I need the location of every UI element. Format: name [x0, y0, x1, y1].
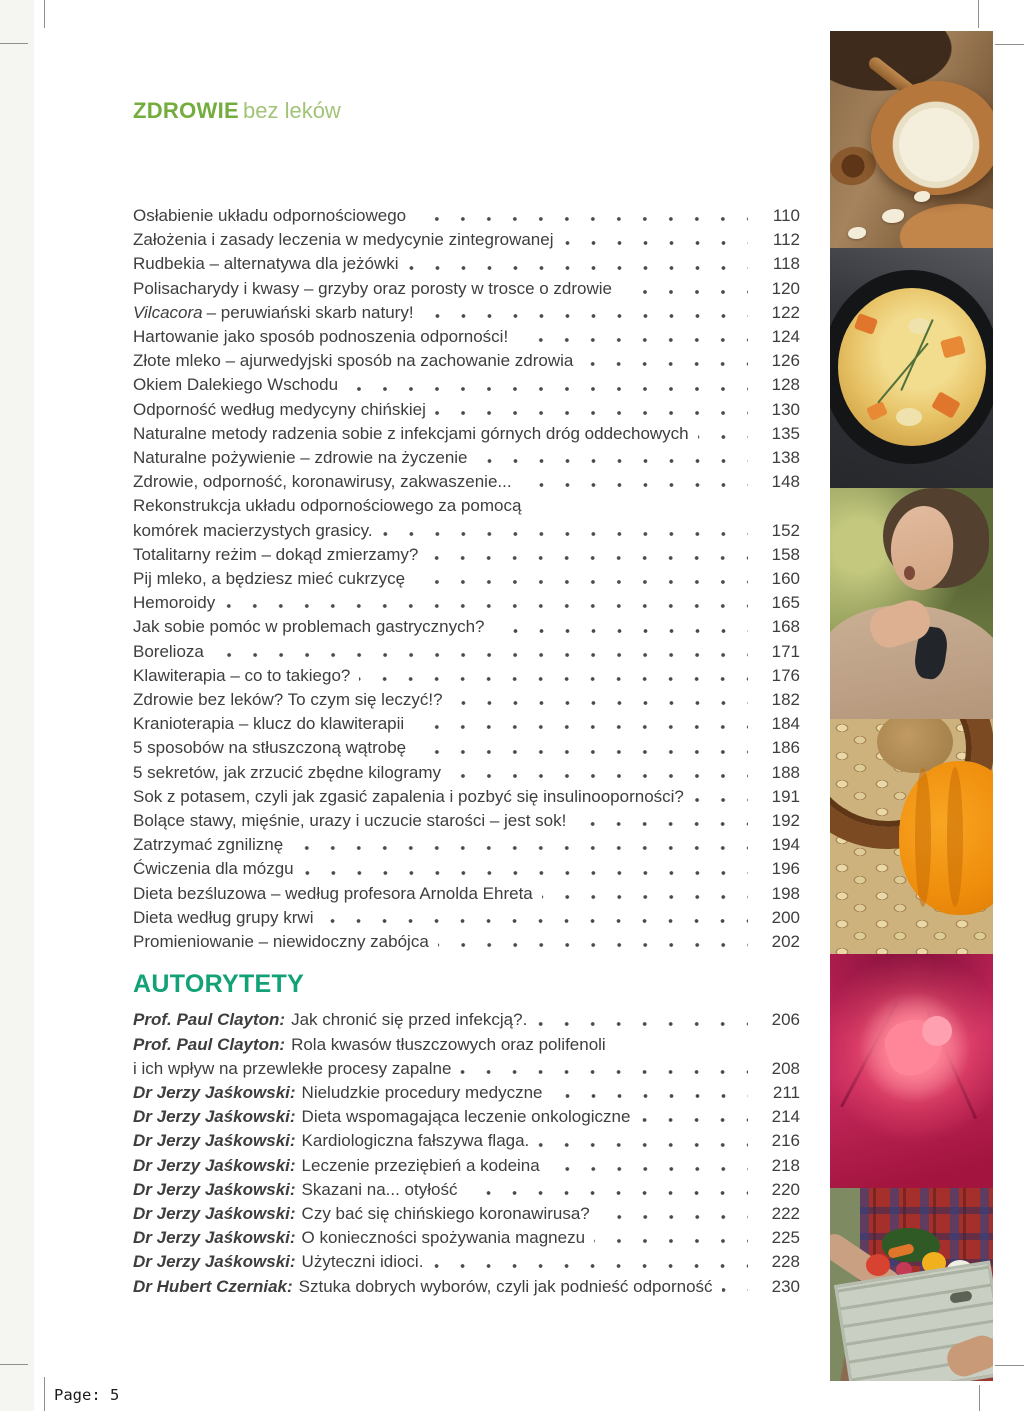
photo-shape: [848, 227, 866, 239]
entry-title: Jak chronić się przed infekcją?.: [291, 1010, 528, 1030]
entry-author: Dr Jerzy Jaśkowski:: [133, 1203, 296, 1223]
crop-mark: [995, 1365, 1024, 1366]
entry-author: Prof. Paul Clayton:: [133, 1034, 286, 1054]
entry-title: Rudbekia – alternatywa dla jeżówki: [133, 254, 399, 274]
toc-entry: [133, 833, 800, 857]
entry-title: Użyteczni idioci.: [301, 1252, 424, 1272]
photo-shape: [838, 288, 986, 446]
entry-page-number: 184: [771, 714, 800, 734]
entry-page-number: 118: [772, 254, 800, 274]
toc-entry: [133, 422, 800, 446]
entry-title: Odporność według medycyny chińskiej: [133, 399, 426, 419]
dot-leader: [621, 277, 748, 301]
entry-title: Złote mleko – ajurwedyjski sposób na zachowanie zdrowia: [133, 351, 574, 371]
toc-entry-line: [133, 228, 800, 252]
toc-entry: [133, 470, 800, 494]
toc-entry-line: [133, 373, 800, 397]
toc-entry-line: [133, 1033, 800, 1057]
dot-leader: [575, 809, 748, 833]
dot-leader: [639, 1105, 748, 1129]
photo-mastic-resin-bowl: [830, 31, 993, 248]
dot-leader: [359, 664, 748, 688]
entry-title: Rekonstrukcja układu odpornościowego za pomocą: [133, 496, 522, 516]
photo-shape: [931, 391, 961, 419]
entry-page-number: 176: [771, 665, 800, 685]
toc-entry-line: [133, 519, 800, 543]
entry-title: Osłabienie układu odpornościowego: [133, 206, 407, 225]
dot-leader: [594, 1226, 748, 1250]
photo-shape: [914, 191, 930, 202]
entry-page-number: 200: [771, 907, 800, 927]
toc-entry: [133, 906, 800, 930]
entry-page-number: 165: [771, 593, 800, 613]
entry-author: Dr Hubert Czerniak:: [133, 1276, 293, 1296]
toc-entry-line: [133, 204, 800, 228]
crop-mark: [44, 0, 45, 28]
toc-entry: [133, 398, 800, 422]
entry-page-number: 130: [771, 399, 800, 419]
entry-page-number: 110: [772, 206, 800, 225]
toc-entry: [133, 1081, 800, 1105]
toc-entry: [133, 252, 800, 276]
entry-title: i ich wpływ na przewlekłe procesy zapalne: [133, 1058, 452, 1078]
entry-title: Zatrzymać zgniliznę: [133, 835, 284, 855]
dot-leader: [408, 252, 748, 276]
toc-entry: [133, 591, 800, 615]
crop-mark: [0, 43, 28, 44]
dot-leader: [414, 567, 748, 591]
entry-page-number: 208: [771, 1058, 800, 1078]
entry-page-number: 135: [771, 423, 800, 443]
toc-entry: [133, 664, 800, 688]
dot-leader: [466, 1178, 748, 1202]
toc-entry: [133, 1202, 800, 1226]
toc-entry: [133, 615, 800, 639]
logo-primary-text: ZDROWIE: [133, 98, 239, 123]
entry-author: Dr Jerzy Jaśkowski:: [133, 1082, 296, 1102]
toc-entry: [133, 494, 800, 542]
entry-title: Hartowanie jako sposób podnoszenia odporności!: [133, 327, 509, 347]
authorities-heading: AUTORYTETY: [133, 970, 305, 999]
dot-leader: [477, 446, 748, 470]
crop-mark: [995, 44, 1024, 45]
toc-entry: [133, 204, 800, 228]
entry-page-number: 194: [771, 835, 800, 855]
toc-entry-line: [133, 1202, 800, 1226]
entry-title: Czy bać się chińskiego koronawirusa?: [301, 1203, 590, 1223]
toc-entry-line: [133, 591, 800, 615]
photo-shape: [947, 767, 963, 907]
entry-title: Naturalne pożywienie – zdrowie na życzenie: [133, 448, 468, 468]
toc-entry-line: [133, 325, 800, 349]
entry-title: Totalitarny reżim – dokąd zmierzamy?: [133, 544, 419, 564]
entry-title: Promieniowanie – niewidoczny zabójca: [133, 932, 429, 952]
dot-leader: [582, 349, 748, 373]
entry-page-number: 126: [771, 351, 800, 371]
toc-entry-line: [133, 1154, 800, 1178]
toc-entry-line: [133, 688, 800, 712]
toc-entry-line: [133, 736, 800, 760]
dot-leader: [549, 1154, 748, 1178]
toc-entry: [133, 567, 800, 591]
toc-entry: [133, 301, 800, 325]
entry-page-number: 158: [771, 544, 800, 564]
dot-leader: [322, 906, 748, 930]
dot-leader: [460, 1057, 748, 1081]
dot-leader: [494, 615, 749, 639]
toc-entry: [133, 712, 800, 736]
toc-entry: [133, 373, 800, 397]
dot-leader: [432, 1250, 748, 1274]
toc-entry-line: [133, 857, 800, 881]
crop-mark: [44, 1377, 45, 1411]
dot-leader: [435, 398, 748, 422]
entry-page-number: 192: [771, 811, 800, 831]
dot-leader: [413, 712, 748, 736]
entry-page-number: 206: [771, 1010, 800, 1030]
dot-leader: [722, 1275, 748, 1299]
entry-title: Polisacharydy i kwasy – grzyby oraz porosty w trosce o zdrowie: [133, 278, 613, 298]
entry-author: Prof. Paul Clayton:: [133, 1010, 286, 1030]
dot-leader: [438, 930, 748, 954]
entry-title: Jak sobie pomóc w problemach gastrycznych?: [133, 617, 485, 637]
dot-leader: [292, 833, 748, 857]
toc-entry-line: [133, 906, 800, 930]
entry-title: Założenia i zasady leczenia w medycynie zintegrowanej: [133, 230, 554, 250]
toc-entry-line: [133, 809, 800, 833]
entry-title: 5 sposobów na stłuszczoną wątrobę: [133, 738, 407, 758]
toc-entry-line: [133, 422, 800, 446]
toc-entry-line: [133, 1129, 800, 1153]
entry-title-italic: Vilcacora: [133, 302, 203, 322]
dot-leader: [536, 1008, 748, 1032]
entry-title: Sok z potasem, czyli jak zgasić zapalenia i pozbyć się insulinooporności?: [133, 786, 684, 806]
entry-page-number: 160: [771, 569, 800, 589]
page-indicator: [54, 1386, 119, 1404]
entry-title: Skazani na... otyłość: [301, 1179, 458, 1199]
toc-entry-line: [133, 1226, 800, 1250]
toc-entry: [133, 785, 800, 809]
dot-leader: [698, 422, 748, 446]
toc-authorities-list: [133, 1008, 800, 1298]
entry-title: Nieludzkie procedury medyczne: [301, 1082, 543, 1102]
toc-entry-line: [133, 1008, 800, 1032]
entry-page-number: 202: [771, 932, 800, 952]
entry-author: Dr Jerzy Jaśkowski:: [133, 1131, 296, 1151]
entry-title: O konieczności spożywania magnezu: [301, 1228, 586, 1248]
dot-leader: [423, 301, 748, 325]
photo-shape: [877, 342, 929, 403]
entry-page-number: 124: [771, 327, 800, 347]
entry-author: Dr Jerzy Jaśkowski:: [133, 1155, 296, 1175]
entry-author: Dr Jerzy Jaśkowski:: [133, 1179, 296, 1199]
toc-entry: [133, 277, 800, 301]
logo-secondary-text: bez leków: [242, 98, 341, 123]
toc-entry: [133, 1250, 800, 1274]
dot-leader: [382, 519, 748, 543]
entry-page-number: 171: [771, 641, 800, 661]
toc-entry-line: [133, 761, 800, 785]
entry-author: Dr Jerzy Jaśkowski:: [133, 1228, 296, 1248]
toc-entry-line: [133, 1105, 800, 1129]
photo-shape: [904, 566, 915, 580]
toc-entry: [133, 1105, 800, 1129]
toc-entry: [133, 761, 800, 785]
toc-entry-line: [133, 301, 800, 325]
photo-shape: [854, 313, 878, 335]
entry-page-number: 120: [771, 278, 800, 298]
dot-leader: [452, 688, 748, 712]
photo-coughing-woman: [830, 488, 993, 719]
entry-title: Dieta bezśluzowa – według profesora Arnolda Ehreta: [133, 883, 533, 903]
toc-entry: [133, 446, 800, 470]
dot-leader: [552, 1081, 749, 1105]
entry-title: Leczenie przeziębień a kodeina: [301, 1155, 540, 1175]
entry-title: Kranioterapia – klucz do klawiterapii: [133, 714, 405, 734]
toc-entry-line: [133, 252, 800, 276]
entry-page-number: 218: [771, 1155, 800, 1175]
entry-title: Zdrowie, odporność, koronawirusy, zakwaszenie...: [133, 472, 512, 492]
entry-page-number: 196: [771, 859, 800, 879]
dot-leader: [427, 543, 748, 567]
photo-pumpkin-seeds: [830, 719, 993, 954]
photo-vegetable-crate: [830, 1188, 993, 1381]
page-left-edge: [0, 0, 34, 1411]
toc-entry: [133, 1178, 800, 1202]
dot-leader: [599, 1202, 748, 1226]
toc-entry-line: [133, 1081, 800, 1105]
entry-title: Rola kwasów tłuszczowych oraz polifenoli: [291, 1034, 606, 1054]
toc-entry-line: [133, 712, 800, 736]
toc-entry-line: [133, 664, 800, 688]
page-indicator-label: Page: 5: [54, 1386, 120, 1404]
toc-entry-line: [133, 833, 800, 857]
photo-shape: [896, 408, 922, 426]
entry-page-number: 228: [771, 1252, 800, 1272]
toc-entry-line: [133, 640, 800, 664]
dot-leader: [303, 857, 748, 881]
toc-entry: [133, 228, 800, 252]
entry-title: komórek macierzystych grasicy.: [133, 520, 373, 540]
crop-mark: [0, 1364, 28, 1365]
entry-title: Borelioza: [133, 641, 204, 661]
entry-page-number: 222: [771, 1203, 800, 1223]
dot-leader: [538, 1129, 748, 1153]
photo-shape: [882, 209, 904, 223]
magazine-logo: [133, 99, 341, 123]
toc-entry: [133, 1154, 800, 1178]
entry-page-number: 148: [771, 472, 800, 492]
entry-title: – peruwiański skarb natury!: [206, 302, 414, 322]
entry-title: Bolące stawy, mięśnie, urazy i uczucie starości – jest sok!: [133, 811, 567, 831]
toc-entry-line: [133, 349, 800, 373]
table-of-contents: [133, 204, 800, 1299]
toc-entry-line: [133, 567, 800, 591]
toc-entry: [133, 543, 800, 567]
dot-leader: [347, 373, 748, 397]
toc-entry: [133, 1129, 800, 1153]
entry-title: 5 sekretów, jak zrzucić zbędne kilogramy: [133, 762, 442, 782]
entry-title: Sztuka dobrych wyborów, czyli jak podnieść odporność: [298, 1276, 713, 1296]
entry-page-number: 182: [771, 690, 800, 710]
photo-shape: [915, 767, 931, 907]
toc-entry-line: [133, 615, 800, 639]
dot-leader: [450, 761, 748, 785]
toc-entry: [133, 1226, 800, 1250]
entry-page-number: 152: [771, 520, 800, 540]
dot-leader: [224, 591, 748, 615]
toc-entry: [133, 1033, 800, 1081]
entry-title: Hemoroidy: [133, 593, 216, 613]
toc-entry: [133, 809, 800, 833]
dot-leader: [517, 325, 748, 349]
dot-leader: [542, 882, 748, 906]
entry-title: Kardiologiczna fałszywa flaga.: [301, 1131, 530, 1151]
toc-entry: [133, 857, 800, 881]
entry-title: Okiem Dalekiego Wschodu: [133, 375, 339, 395]
crop-mark: [978, 0, 979, 28]
toc-entry-line: [133, 398, 800, 422]
toc-main-list: [133, 204, 800, 954]
toc-entry-line: [133, 1250, 800, 1274]
toc-entry: [133, 736, 800, 760]
toc-entry-line: [133, 277, 800, 301]
entry-page-number: 188: [771, 762, 800, 782]
toc-entry-line: [133, 446, 800, 470]
entry-title: Klawiterapia – co to takiego?: [133, 665, 351, 685]
dot-leader: [693, 785, 748, 809]
toc-entry-line: [133, 1275, 800, 1299]
dot-leader: [415, 204, 748, 228]
photo-vegetable-soup: [830, 248, 993, 488]
entry-title: Dieta wspomagająca leczenie onkologiczne: [301, 1107, 631, 1127]
toc-entry: [133, 349, 800, 373]
toc-entry: [133, 325, 800, 349]
entry-page-number: 191: [771, 786, 800, 806]
photo-shape: [940, 335, 966, 358]
entry-title: Dieta według grupy krwi: [133, 907, 314, 927]
photo-shape: [866, 1254, 890, 1276]
photo-shape: [866, 401, 888, 421]
toc-entry: [133, 640, 800, 664]
photo-shape: [871, 81, 993, 195]
entry-title: Zdrowie bez leków? To czym się leczyć!?: [133, 690, 443, 710]
entry-title: Ćwiczenia dla mózgu: [133, 859, 294, 879]
dot-leader: [563, 228, 749, 252]
dot-leader: [521, 470, 748, 494]
toc-entry: [133, 688, 800, 712]
entry-page-number: 112: [772, 230, 800, 250]
dot-leader: [213, 640, 748, 664]
entry-page-number: 225: [771, 1228, 800, 1248]
toc-entry-line: [133, 1178, 800, 1202]
toc-entry: [133, 882, 800, 906]
entry-page-number: 214: [771, 1107, 800, 1127]
entry-title: Naturalne metody radzenia sobie z infekcjami górnych dróg oddechowych: [133, 423, 689, 443]
entry-page-number: 230: [771, 1276, 800, 1296]
toc-entry-line: [133, 494, 800, 518]
crop-mark: [979, 1385, 980, 1411]
entry-title: Pij mleko, a będziesz mieć cukrzycę: [133, 569, 406, 589]
entry-page-number: 122: [771, 302, 800, 322]
dot-leader: [415, 736, 748, 760]
entry-page-number: 138: [771, 448, 800, 468]
toc-entry: [133, 1008, 800, 1032]
toc-entry-line: [133, 1057, 800, 1081]
entry-page-number: 198: [771, 883, 800, 903]
toc-entry: [133, 1275, 800, 1299]
toc-entry-line: [133, 785, 800, 809]
entry-author: Dr Jerzy Jaśkowski:: [133, 1107, 296, 1127]
toc-entry-line: [133, 543, 800, 567]
toc-entry-line: [133, 930, 800, 954]
entry-page-number: 211: [772, 1082, 800, 1102]
toc-entry: [133, 930, 800, 954]
photo-glowing-heart: [830, 954, 993, 1188]
entry-author: Dr Jerzy Jaśkowski:: [133, 1252, 296, 1272]
toc-entry-line: [133, 470, 800, 494]
entry-page-number: 168: [771, 617, 800, 637]
entry-page-number: 186: [771, 738, 800, 758]
entry-page-number: 128: [771, 375, 800, 395]
entry-page-number: 220: [771, 1179, 800, 1199]
toc-entry-line: [133, 882, 800, 906]
entry-page-number: 216: [771, 1131, 800, 1151]
photo-sidebar: [830, 31, 993, 1381]
photo-shape: [922, 1016, 952, 1046]
